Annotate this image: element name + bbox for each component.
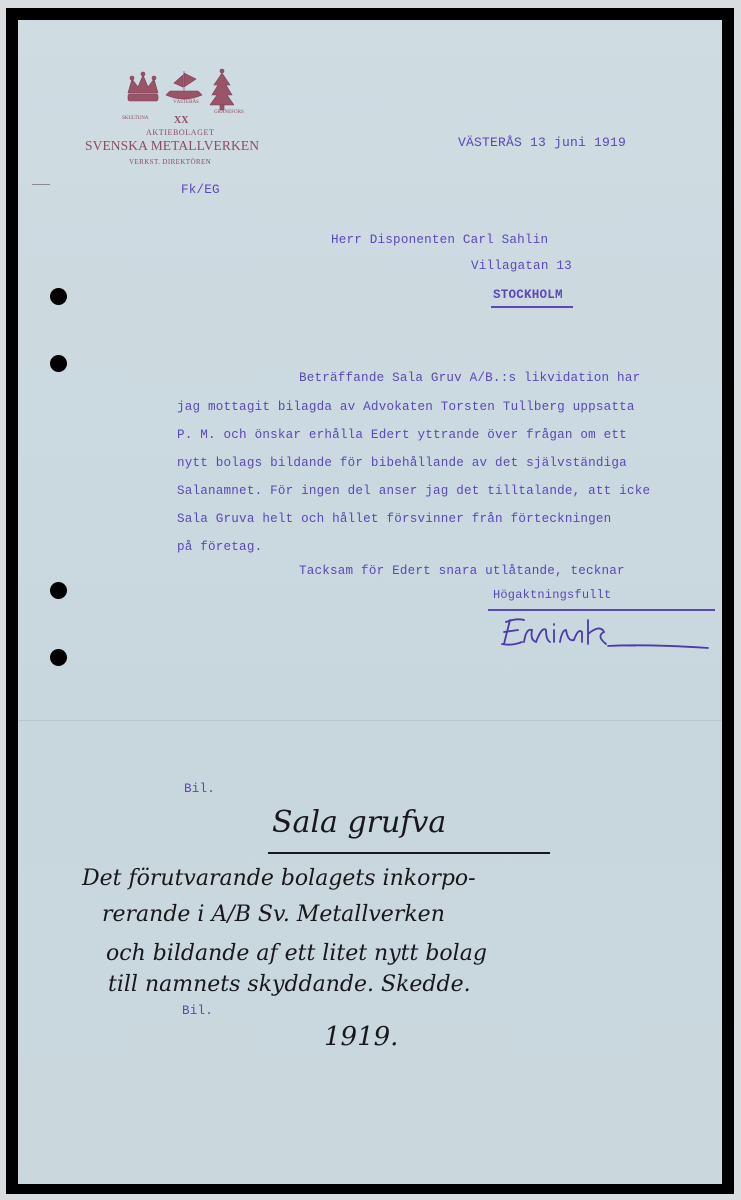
reference: Fk/EG [181, 183, 220, 197]
body-line: jag mottagit bilagda av Advokaten Torsten Tullberg uppsatta [177, 400, 635, 414]
recipient-underline [491, 306, 573, 308]
letterhead-roman: XX [174, 115, 189, 126]
emblem-label-right: GRANEFORS [214, 110, 244, 115]
body-line: Salanamnet. För ingen del anser jag det tilltalande, att icke [177, 484, 651, 498]
closing-line1: Tacksam för Edert snara utlåtande, tecknar [299, 564, 625, 578]
enclosure-note-top: Bil. [184, 782, 216, 796]
handwritten-year: 1919. [324, 1022, 399, 1052]
letter-page [18, 20, 722, 1184]
letterhead-company: SVENSKA METALLVERKEN [85, 138, 260, 153]
recipient-line2: Villagatan 13 [471, 259, 572, 273]
handwritten-title-underline [268, 852, 550, 854]
handwritten-line: och bildande af ett litet nytt bolag [106, 941, 487, 966]
emblem-label-left: SKULTUNA [122, 116, 149, 121]
letterhead-line3: VERKST. DIREKTÖREN [129, 158, 212, 166]
enclosure-note-bottom: Bil. [182, 1004, 214, 1018]
place-date: VÄSTERÅS 13 juni 1919 [458, 135, 627, 150]
recipient-line1: Herr Disponenten Carl Sahlin [331, 233, 549, 247]
margin-mark [32, 184, 50, 185]
body-line: Beträffande Sala Gruv A/B.:s likvidation har [299, 371, 641, 385]
body-line: nytt bolags bildande för bibehållande av det självständiga [177, 456, 627, 470]
signature-line [488, 609, 715, 611]
handwritten-line: till namnets skyddande. Skedde. [108, 972, 471, 997]
handwritten-line: rerande i A/B Sv. Metallverken [102, 902, 445, 927]
handwritten-line: Det förutvarande bolagets inkorpo- [82, 866, 476, 891]
fold-line [18, 720, 722, 721]
emblem-label-center: VÄSTERÅS [173, 100, 199, 105]
letterhead-line1: AKTIEBOLAGET [146, 128, 215, 137]
closing-line2: Högaktningsfullt [493, 588, 612, 602]
punch-hole [50, 649, 67, 666]
punch-hole [50, 582, 67, 599]
body-line: Sala Gruva helt och hållet försvinner från förteckningen [177, 512, 612, 526]
body-line: P. M. och önskar erhålla Edert yttrande över frågan om ett [177, 428, 627, 442]
body-line: på företag. [177, 540, 263, 554]
signature [496, 614, 716, 654]
handwritten-title: Sala grufva [272, 805, 447, 840]
recipient-line3: STOCKHOLM [493, 288, 563, 302]
punch-hole [50, 355, 67, 372]
punch-hole [50, 288, 67, 305]
